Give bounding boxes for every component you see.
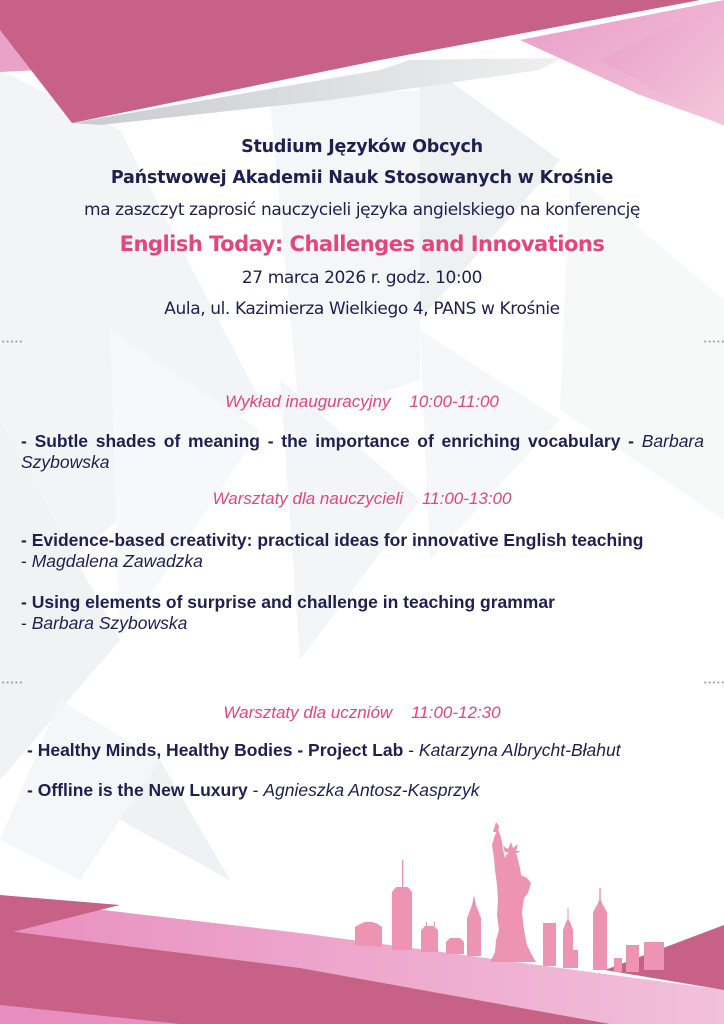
item-separator: - (403, 740, 419, 760)
section-name: Warsztaty dla uczniów (223, 703, 393, 722)
section-heading-students-workshops (0, 703, 724, 723)
program-item (21, 530, 643, 572)
dotted-divider-left (1, 340, 23, 343)
section-heading-teachers-workshops (0, 489, 724, 509)
item-speaker: Katarzyna Albrycht-Błahut (418, 740, 621, 760)
section-name: Wykład inauguracyjny (225, 392, 391, 411)
dotted-divider-right (703, 681, 724, 684)
item-title: Evidence-based creativity: practical ideas for innovative English teaching (31, 530, 644, 550)
dotted-divider-left (1, 681, 23, 684)
item-title: Subtle shades of meaning - the importance of enriching vocabulary (34, 431, 621, 451)
organizer-line-2: Państwowej Akademii Nauk Stosowanych w Krośnie (110, 168, 614, 188)
section-heading-inaugural (0, 392, 724, 412)
program-item (27, 780, 480, 801)
item-speaker: Magdalena Zawadzka (31, 551, 203, 571)
item-title: Using elements of surprise and challenge in teaching grammar (31, 592, 555, 612)
invitation-text: ma zaszczyt zaprosić nauczycieli języka angielskiego na konferencję (84, 200, 640, 220)
item-prefix: - (21, 530, 32, 550)
program-item (21, 431, 704, 473)
item-speaker: Barbara Szybowska (31, 613, 188, 633)
date-time: 27 marca 2026 r. godz. 10:00 (241, 268, 483, 288)
item-separator: - (620, 431, 634, 451)
dotted-divider-right (703, 340, 724, 343)
item-speaker: Barbara Szybowska (21, 431, 704, 472)
section-time: 11:00-13:00 (421, 489, 512, 508)
organizer-line-1: Studium Języków Obcych (241, 137, 483, 157)
item-prefix: - (21, 431, 35, 451)
program-item (21, 592, 555, 634)
item-prefix: - (27, 780, 38, 800)
item-title: Healthy Minds, Healthy Bodies - Project Lab (37, 740, 404, 760)
program-item (27, 740, 621, 761)
venue: Aula, ul. Kazimierza Wielkiego 4, PANS w Krośnie (164, 299, 560, 319)
item-prefix: - (21, 592, 32, 612)
item-speaker: Agnieszka Antosz-Kasprzyk (263, 780, 480, 800)
section-time: 11:00-12:30 (411, 703, 501, 722)
speaker-prefix: - (21, 551, 32, 571)
item-separator: - (247, 780, 264, 800)
speaker-prefix: - (21, 613, 32, 633)
section-name: Warsztaty dla nauczycieli (212, 489, 404, 508)
item-title: Offline is the New Luxury (37, 780, 248, 800)
section-time: 10:00-11:00 (409, 392, 499, 411)
conference-title: English Today: Challenges and Innovations (119, 232, 605, 256)
item-prefix: - (27, 740, 38, 760)
